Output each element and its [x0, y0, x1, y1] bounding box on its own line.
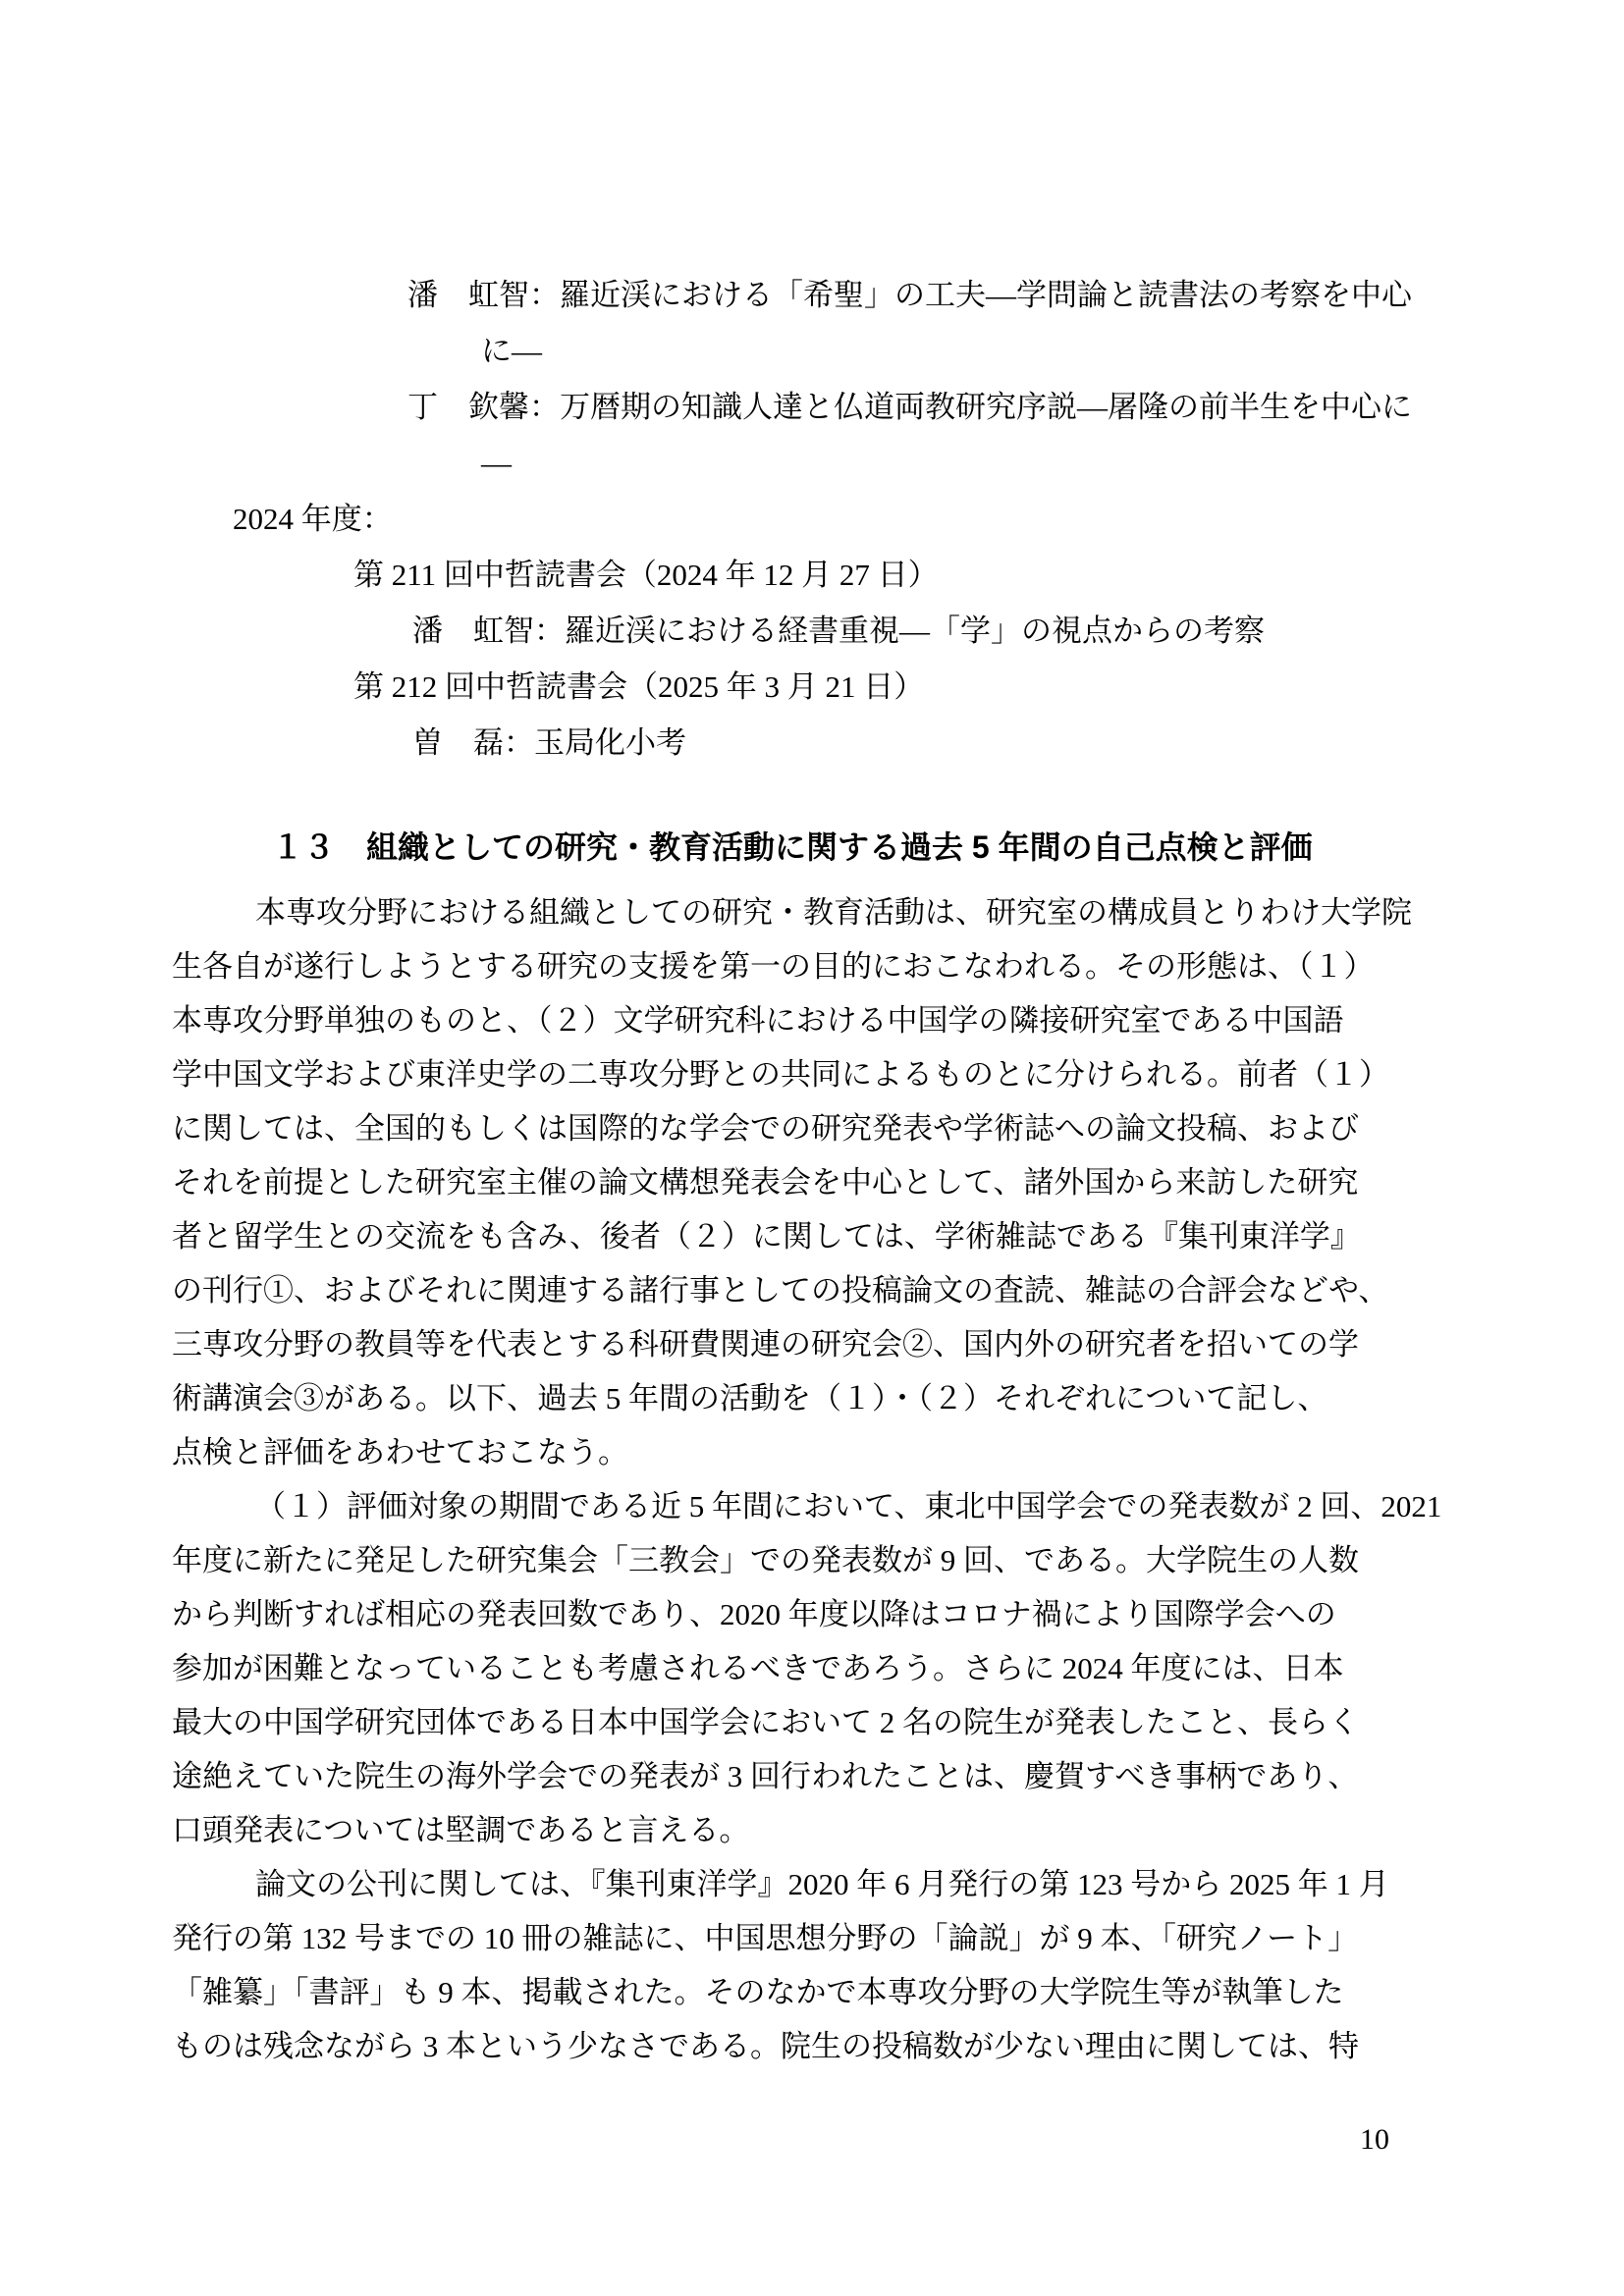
reading-list-line: 2024 年度： [233, 502, 393, 536]
body-text-line: （１）評価対象の期間である近 5 年間において、東北中国学会での発表数が 2 回、2021 [255, 1489, 1442, 1523]
reading-list-line: 第 211 回中哲読書会（2024 年 12 月 27 日） [353, 558, 939, 592]
body-text-line: 口頭発表については堅調であると言える。 [172, 1813, 750, 1847]
body-text-line: 術講演会③がある。以下、過去 5 年間の活動を（１）・（２）それぞれについて記し、 [172, 1381, 1328, 1415]
body-text-line: 本専攻分野単独のものと、（２）文学研究科における中国学の隣接研究室である中国語 [172, 1003, 1344, 1038]
body-paragraphs [172, 885, 1454, 2073]
reading-list-line: に― [481, 334, 542, 368]
body-text-line: 三専攻分野の教員等を代表とする科研費関連の研究会②、国内外の研究者を招いての学 [172, 1327, 1359, 1362]
body-text-line: 参加が困難となっていることも考慮されるべきであろう。さらに 2024 年度には、日本 [172, 1651, 1344, 1685]
body-text-line: 最大の中国学研究団体である日本中国学会において 2 名の院生が発表したこと、長らく [172, 1705, 1359, 1739]
body-text-line: 学中国文学および東洋史学の二専攻分野との共同によるものとに分けられる。前者（１） [172, 1057, 1389, 1092]
body-text-line: の刊行①、およびそれに関連する諸行事としての投稿論文の査読、雑誌の合評会などや、 [172, 1273, 1389, 1308]
page-number: 10 [1360, 2123, 1389, 2156]
body-text-line: に関しては、全国的もしくは国際的な学会での研究発表や学術誌への論文投稿、および [172, 1111, 1359, 1146]
body-text-line: 「雑纂」「書評」も 9 本、掲載された。そのなかで本専攻分野の大学院生等が執筆した [172, 1975, 1344, 2009]
body-text-line: 途絶えていた院生の海外学会での発表が 3 回行われたことは、慶賀すべき事柄であり、 [172, 1759, 1359, 1793]
body-text-line: 発行の第 132 号までの 10 冊の雑誌に、中国思想分野の「論説」が 9 本、「研究ノート」 [172, 1921, 1359, 1955]
reading-list-line: 曽 磊：玉局化小考 [412, 725, 686, 760]
reading-list-line: ― [481, 446, 512, 480]
body-text-line: ものは残念ながら 3 本という少なさである。院生の投稿数が少ない理由に関しては、特 [172, 2029, 1359, 2063]
reading-list-line: 潘 虹智：羅近渓における「希聖」の工夫―学問論と読書法の考察を中心 [407, 278, 1412, 312]
section-heading: １３ 組織としての研究・教育活動に関する過去 5 年間の自己点検と評価 [272, 829, 1313, 865]
body-text-line: 生各自が遂行しようとする研究の支援を第一の目的におこなわれる。その形態は、（１） [172, 949, 1375, 984]
body-text-line: 者と留学生との交流をも含み、後者（２）に関しては、学術雑誌である『集刊東洋学』 [172, 1219, 1361, 1254]
reading-list-line: 丁 欽馨：万暦期の知識人達と仏道両教研究序説―屠隆の前半生を中心に [407, 390, 1412, 424]
body-text-line: 論文の公刊に関しては、『集刊東洋学』2020 年 6 月発行の第 123 号から 2025 年 1 月 [255, 1867, 1389, 1901]
body-text-line: から判断すれば相応の発表回数であり、2020 年度以降はコロナ禍により国際学会への [172, 1597, 1336, 1631]
reading-list-line: 第 212 回中哲読書会（2025 年 3 月 21 日） [353, 669, 925, 704]
body-text-line: それを前提とした研究室主催の論文構想発表会を中心として、諸外国から来訪した研究 [172, 1165, 1359, 1200]
body-text-line: 本専攻分野における組織としての研究・教育活動は、研究室の構成員とりわけ大学院 [255, 895, 1412, 930]
body-text-line: 年度に新たに発足した研究集会「三教会」での発表数が 9 回、である。大学院生の人数 [172, 1543, 1359, 1577]
body-text-line: 点検と評価をあわせておこなう。 [172, 1435, 628, 1469]
reading-list-line: 潘 虹智：羅近渓における経書重視―「学」の視点からの考察 [412, 614, 1265, 648]
reading-group-list [172, 267, 1454, 771]
page-content [172, 267, 1454, 2073]
